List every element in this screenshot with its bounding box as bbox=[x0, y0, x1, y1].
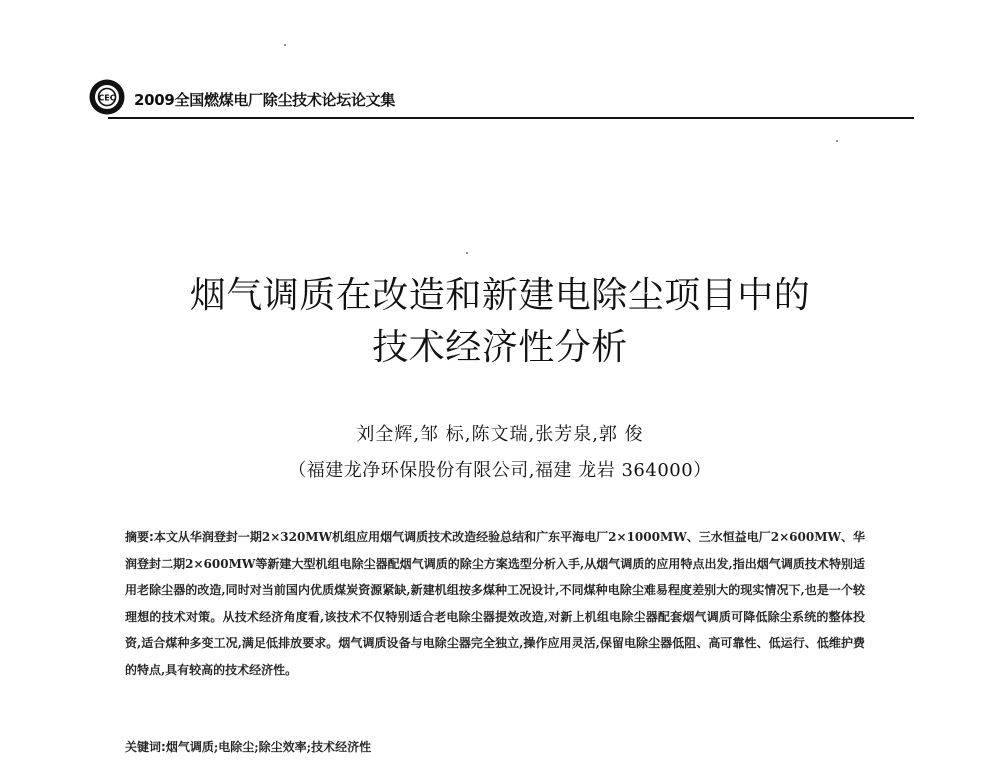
abstract bbox=[125, 524, 865, 683]
proceedings-title: 2009全国燃煤电厂除尘技术论坛论文集 bbox=[134, 91, 396, 109]
abstract-text: 本文从华润登封一期2×320MW机组应用烟气调质技术改造经验总结和广东平海电厂2×1000MW、三水恒益电厂2×600MW、华润登封二期2×600MW等新建大型机组电除尘器配烟气调质的除尘方案选型分析入手,从烟气调质的应用特点出发,指出烟气调质技术特别适用老除尘器的改造,同时对当前国内优质煤炭资源紧缺,新建机组按多煤种工况设计,不同煤种电除尘难易程度差别大的现实情况下,也是一个较理想的技术对策。从技术经济角度看,该技术不仅特别适合老电除尘器提效改造,对新上机组电除尘器配套烟气调质可降低除尘系统的整体投资,适合煤种多变工况,满足低排放要求。烟气调质设备与电除尘器完全独立,操作应用灵活,保留电除尘器低阻、高可靠性、低运行、低维护费的特点,具有较高的技术经济性。 bbox=[125, 530, 865, 677]
abstract-label: 摘要: bbox=[125, 530, 154, 544]
keywords bbox=[125, 738, 865, 755]
keywords-text: 烟气调质;电除尘;除尘效率;技术经济性 bbox=[165, 740, 372, 754]
paper-title-line-1: 烟气调质在改造和新建电除尘项目中的 bbox=[189, 275, 811, 316]
header-rule bbox=[108, 117, 914, 119]
svg-text:CEC: CEC bbox=[98, 93, 116, 103]
paper-title-line-2: 技术经济性分析 bbox=[372, 327, 628, 368]
scan-speck bbox=[284, 44, 286, 46]
cec-logo-icon bbox=[88, 78, 126, 116]
page-header bbox=[88, 78, 914, 118]
keywords-label: 关键词: bbox=[125, 740, 166, 754]
affiliation: （福建龙净环保股份有限公司,福建 龙岩 364000） bbox=[288, 460, 712, 481]
paper-title bbox=[0, 270, 1000, 374]
authors: 刘全辉,邹 标,陈文瑞,张芳泉,郭 俊 bbox=[356, 424, 644, 445]
scan-speck bbox=[466, 252, 468, 254]
scan-speck bbox=[836, 140, 838, 142]
